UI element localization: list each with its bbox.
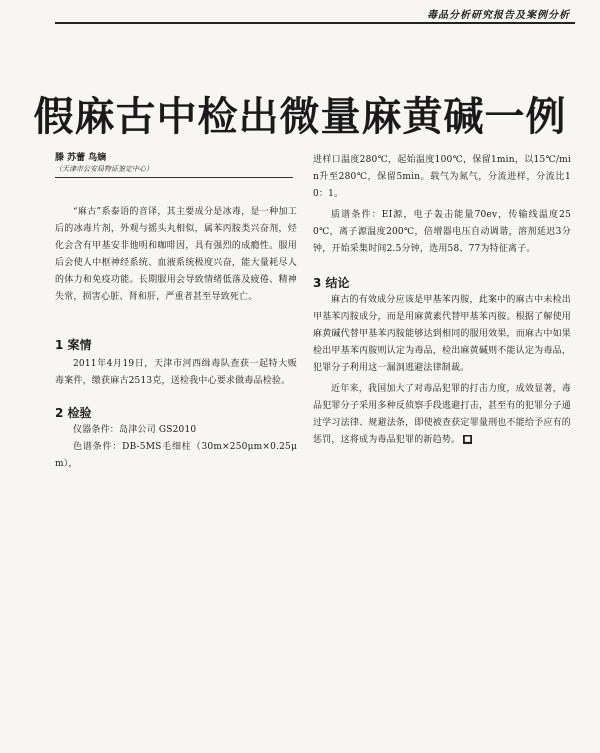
section-heading-inspection: 2 检验 [55,406,92,420]
conclusion-paragraph-1: 麻古的有效成分应该是甲基苯丙胺，此案中的麻古中未检出甲基苯丙胺成分，而是用麻黄素代替甲基苯丙胺。根据了解使用麻黄碱代替甲基苯丙胺能够达到相同的服用效果，而麻古中如果检出甲基苯丙胺则认定为毒品，检出麻黄碱则不能认定为毒品，犯罪分子利用这一漏洞逃避法律制裁。 [313,295,571,373]
instrument-conditions: 仪器条件：岛津公司 GS2010 [73,425,197,435]
affiliation-line: （天津市公安局物证鉴定中心） [55,165,153,173]
chromatography-conditions: 色谱条件：DB-5MS毛细柱（30m×250μm×0.25μm）， [55,442,297,469]
end-mark-icon: ■ [464,435,472,443]
conclusion-paragraph-2-text: 近年来，我国加大了对毒品犯罪的打击力度，成效显著，毒品犯罪分子采用多种反侦察手段逃避打击，甚至有的犯罪分子通过学习法律、规避法条，即使被查获定罪量刑也不能给予应有的惩罚，这将成为毒品犯罪的新趋势。 [313,384,571,445]
section-heading-conclusion: 3 结论 [313,276,350,290]
case-paragraph: 2011年4月19日，天津市河西缉毒队查获一起特大贩毒案件，缴获麻古2513克，送检我中心要求做毒品检验。 [55,359,297,386]
header-rule [55,22,575,24]
ms-conditions: 质谱条件：EI源，电子轰击能量70ev，传输线温度250℃，离子源温度200℃，倍增器电压自动调谐，溶剂延迟3分钟，开始采集时间2.5分钟，选用58、77为特征离子。 [313,210,571,254]
article-title: 假麻古中检出微量麻黄碱一例 [33,92,567,140]
conclusion-paragraph-2 [313,381,571,449]
author-line: 滕 苏蕾 鸟嫡 [55,153,107,163]
running-header: 毒品分析研究报告及案例分析 [427,10,570,21]
right-column [313,152,571,449]
section-heading-case: 1 案情 [55,338,92,352]
intro-paragraph: “麻古”系泰语的音译，其主要成分是冰毒，是一种加工后的冰毒片剂，外观与摇头丸相似，属苯丙胺类兴奋剂，烃化会含有甲基安非他明和咖啡因，具有强烈的成瘾性。服用后会使人中枢神经系统、血液系统极度兴奋，能大量耗尽人的体力和免疫功能。长期服用会导致情绪低落及疲倦、精神失常，损害心脏、肾和肝，严重者甚至导致死亡。 [55,207,297,302]
left-column [55,152,297,473]
chromatography-continued: 进样口温度280℃，起始温度100℃，保留1min，以15℃/min升至280℃，保留5min。载气为氮气，分流进样，分流比10：1。 [313,155,571,199]
